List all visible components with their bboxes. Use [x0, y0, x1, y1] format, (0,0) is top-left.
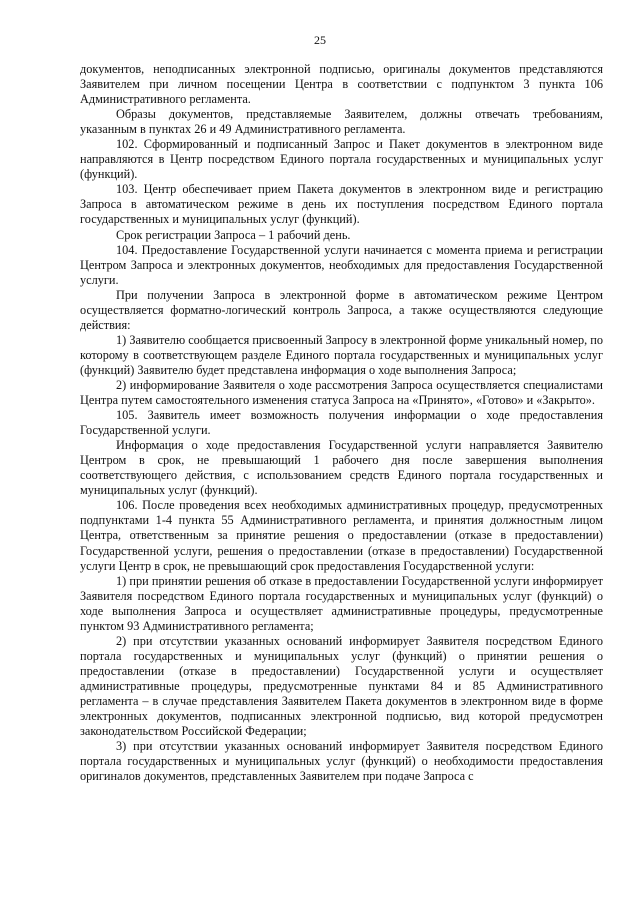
paragraph-102: 102. Сформированный и подписанный Запрос и Пакет документов в электронном виде направляются в Центр посредством Единого портала государственных и муниципальных услуг (функций). — [80, 137, 603, 182]
paragraph-104: 104. Предоставление Государственной услуги начинается с момента приема и регистрации Центром Запроса и электронных документов, необходимых для предоставления Государственной услуги. — [80, 242, 603, 287]
list-item: 1) Заявителю сообщается присвоенный Запросу в электронной форме уникальный номер, по которому в соответствующем разделе Единого портала государственных и муниципальных услуг (функций) Заявителю будет представлена информация о ходе выполнения Запроса; — [80, 332, 603, 377]
paragraph: При получении Запроса в электронной форме в автоматическом режиме Центром осуществляется форматно-логический контроль Запроса, а также осуществляются следующие действия: — [80, 287, 603, 332]
list-item: 3) при отсутствии указанных оснований информирует Заявителя посредством Единого портала государственных и муниципальных услуг (функций) о необходимости предоставления оригиналов документов, представленных Заявителем при подаче Запроса с — [80, 739, 603, 784]
list-item: 1) при принятии решения об отказе в предоставлении Государственной услуги информирует Заявителя посредством Единого портала государственных и муниципальных услуг (функций) о ходе выполнения Запроса и осуществляет административные процедуры, предусмотренные пунктом 93 Административного регламента; — [80, 573, 603, 633]
document-body — [80, 62, 603, 784]
list-item: 2) при отсутствии указанных оснований информирует Заявителя посредством Единого портала государственных и муниципальных услуг (функций) о принятии решения о предоставлении (отказе в предоставлении) Государственной услуги и осуществляет административные процедуры, предусмотренные пунктами 84 и 85 Административного регламента – в случае представления Заявителем Пакета документов в электронном виде в форме электронных документов, подписанных электронной подписью, вид которой предусмотрен законодательством Российской Федерации; — [80, 633, 603, 739]
paragraph-106: 106. После проведения всех необходимых административных процедур, предусмотренных подпунктами 1-4 пункта 55 Административного регламента, и принятия должностным лицом Центра, ответственным за принятие решения о предоставлении (отказе в предоставлении) Государственной услуги, решения о предоставлении (отказе в предоставлении) Государственной услуги Центр в срок, не превышающий срок предоставления Государственной услуги: — [80, 498, 603, 573]
paragraph: Образы документов, представляемые Заявителем, должны отвечать требованиям, указанным в пунктах 26 и 49 Административного регламента. — [80, 107, 603, 137]
paragraph-105: 105. Заявитель имеет возможность получения информации о ходе предоставления Государственной услуги. — [80, 408, 603, 438]
paragraph-103: 103. Центр обеспечивает прием Пакета документов в электронном виде и регистрацию Запроса в автоматическом режиме в день их поступления посредством Единого портала государственных и муниципальных услуг (функций). — [80, 182, 603, 227]
paragraph: Срок регистрации Запроса – 1 рабочий день. — [116, 227, 351, 242]
paragraph-continuation: документов, неподписанных электронной подписью, оригиналы документов представляются Заявителем при личном посещении Центра в соответствии с подпунктом 3 пункта 106 Административного регламента. — [80, 62, 603, 107]
page-number: 25 — [314, 33, 326, 47]
list-item: 2) информирование Заявителя о ходе рассмотрения Запроса осуществляется специалистами Центра путем самостоятельного изменения статуса Запроса на «Принято», «Готово» и «Закрыто». — [80, 377, 603, 408]
paragraph: Информация о ходе предоставления Государственной услуги направляется Заявителю Центром в срок, не превышающий 1 рабочего дня после завершения выполнения соответствующего действия, с использованием средств Единого портала государственных и муниципальных услуг (функций). — [80, 438, 603, 498]
